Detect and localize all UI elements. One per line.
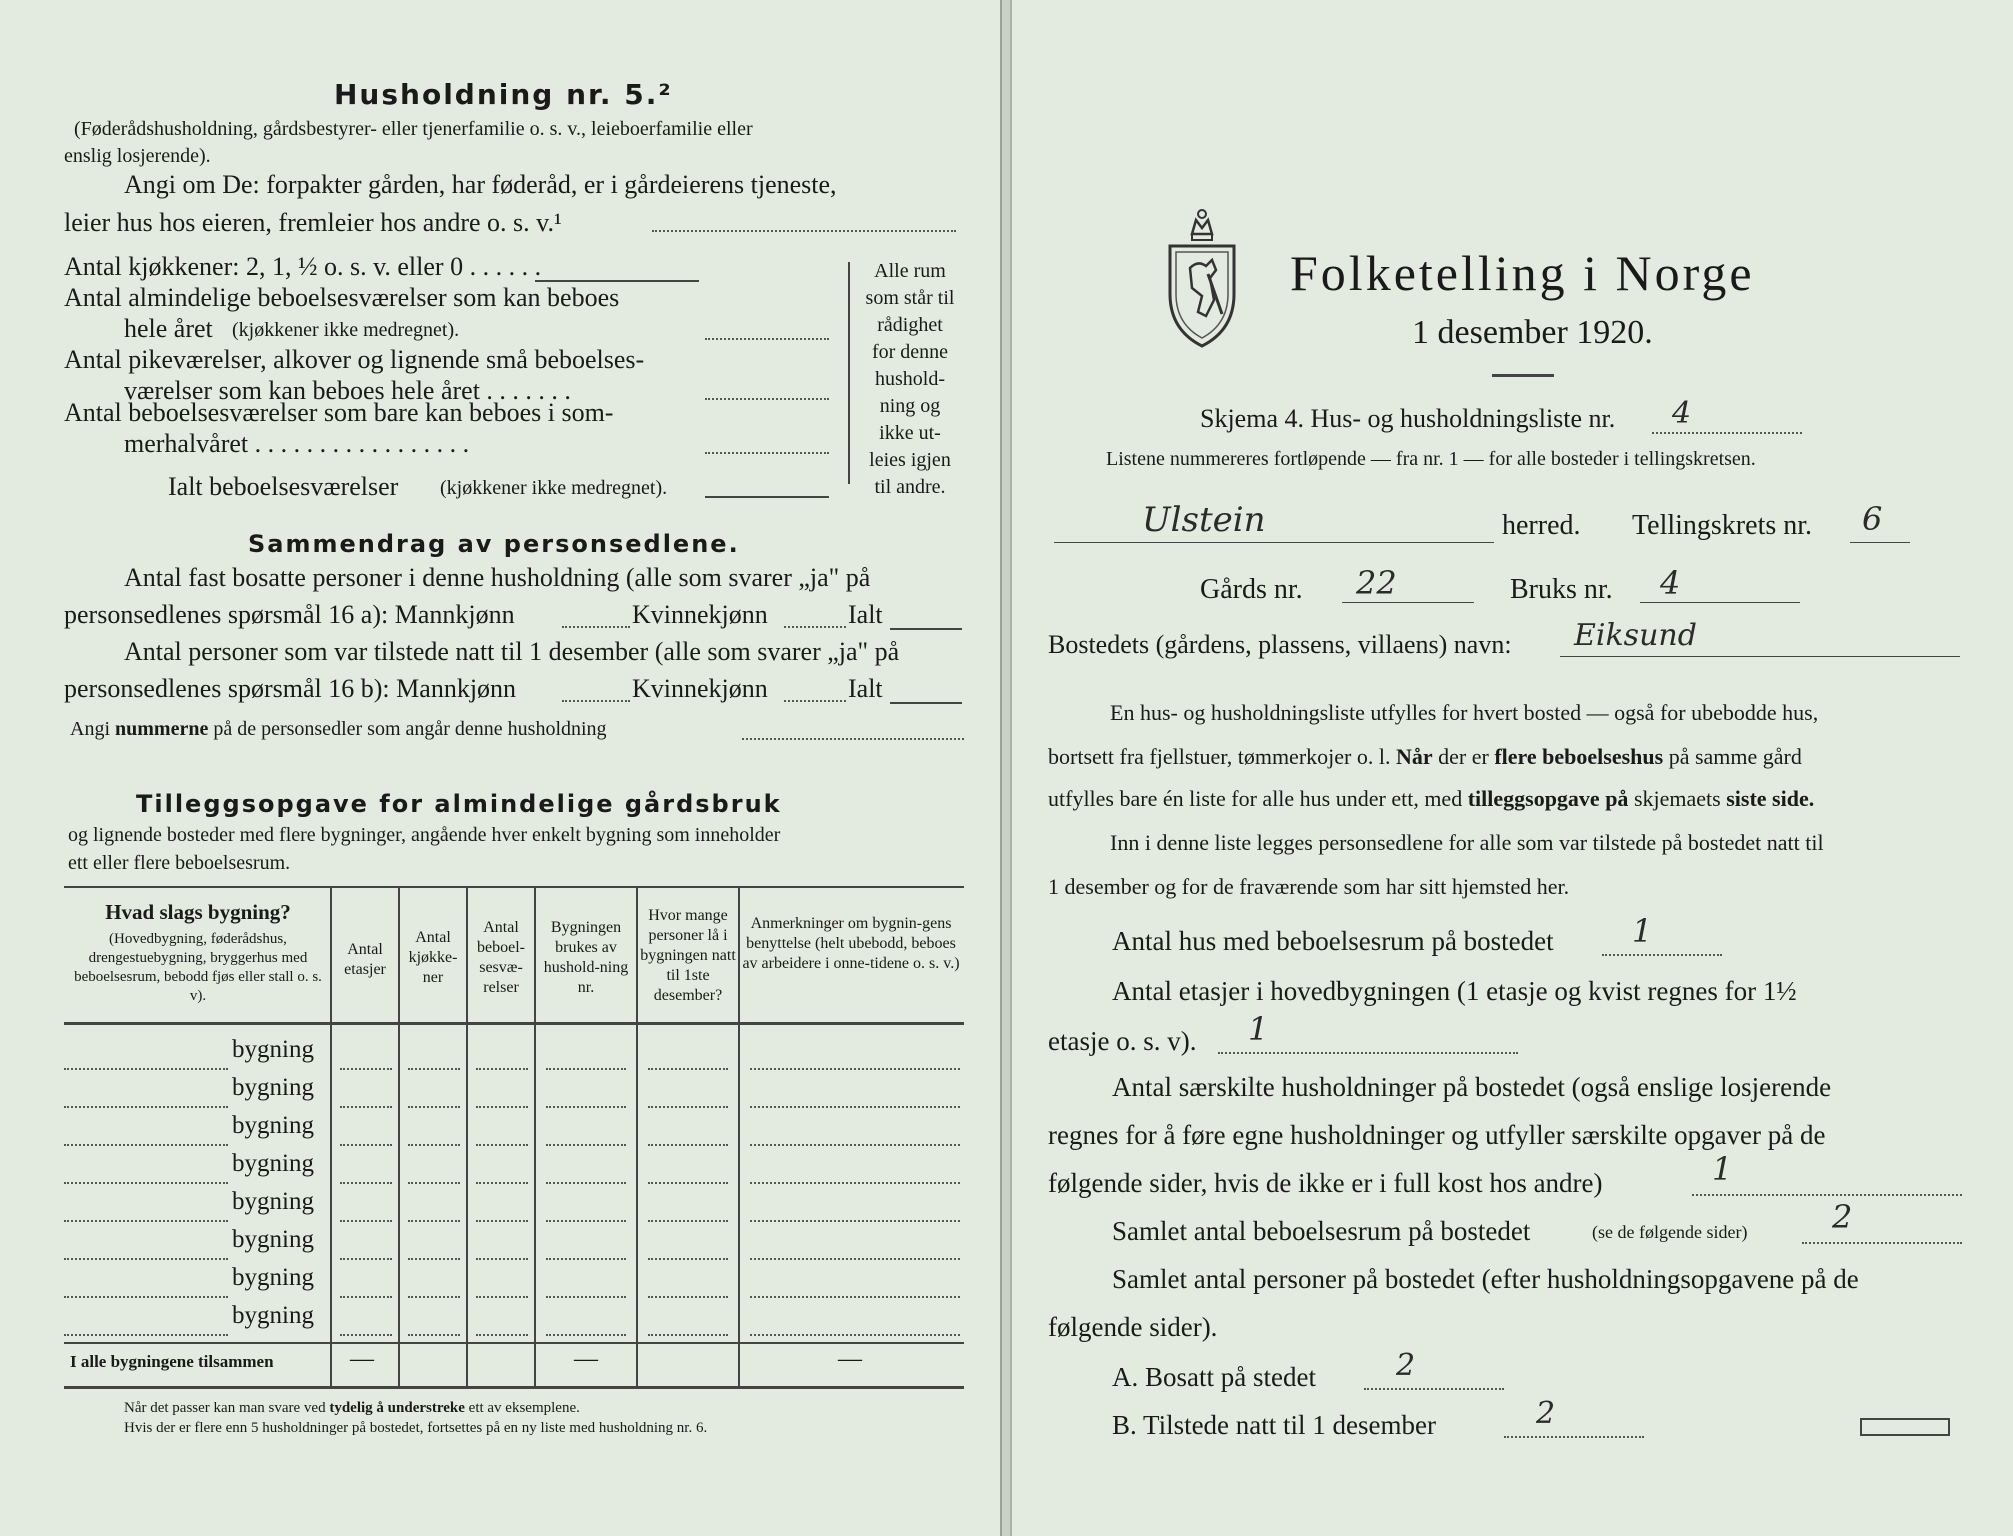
rooms-som-1: Antal beboelsesværelser som bare kan beboes i som- — [64, 398, 614, 427]
info-line-2 — [1048, 744, 1802, 770]
building-row-field[interactable] — [546, 1068, 626, 1070]
angi-line-2: leier hus hos eieren, fremleier hos andre o. s. v.¹ — [64, 208, 562, 237]
ialt-answer-line — [705, 496, 829, 498]
household-intro-2: enslig losjerende). — [64, 145, 211, 167]
col-divider — [330, 888, 332, 1386]
p2-ialt-line — [890, 702, 962, 704]
tillegg-sub-2: ett eller flere beboelsesrum. — [68, 852, 291, 874]
col-divider — [534, 888, 536, 1386]
angi-word: Angi — [70, 718, 110, 740]
bruks-line — [1640, 602, 1800, 603]
census-date: 1 desember 1920. — [1412, 314, 1653, 351]
info-line-1: En hus- og husholdningsliste utfylles for hvert bosted — også for ubebodde hus, — [1110, 700, 1819, 725]
title-rule — [1492, 374, 1554, 377]
q-pers-2: følgende sider). — [1048, 1312, 1218, 1342]
building-row-field[interactable] — [64, 1182, 228, 1184]
building-row-field[interactable] — [648, 1068, 728, 1070]
angi-rest: på de personsedler som angår denne husholdning — [213, 718, 607, 740]
table-total-rule — [64, 1342, 964, 1344]
building-row-field[interactable] — [340, 1106, 392, 1108]
bruks-value: 4 — [1660, 564, 1681, 602]
col-building-title: Hvad slags bygning? — [105, 900, 291, 924]
side-note-line: rådighet — [877, 314, 943, 336]
kjokken-answer-line — [535, 280, 699, 282]
book-spine — [1000, 0, 1012, 1536]
building-row-field[interactable] — [750, 1106, 960, 1108]
p1-kvinne-label: Kvinnekjønn — [632, 600, 768, 629]
total-label: I alle bygningene tilsammen — [70, 1352, 274, 1371]
rooms-side-note — [862, 258, 958, 501]
building-row-field[interactable] — [340, 1258, 392, 1260]
info-3a: utfylles bare én liste for alle hus under ett, med — [1048, 786, 1463, 811]
nummerne-word: nummerne — [115, 718, 209, 740]
building-row-field[interactable] — [648, 1106, 728, 1108]
q-hush-1: Antal særskilte husholdninger på bostedet (også enslige losjerende — [1112, 1072, 1832, 1102]
info-3b: tilleggsopgave på — [1467, 786, 1629, 811]
table-top-rule — [64, 886, 964, 888]
building-row-field[interactable] — [546, 1144, 626, 1146]
building-row-field[interactable] — [408, 1106, 460, 1108]
building-row-field[interactable] — [408, 1220, 460, 1222]
building-row-field[interactable] — [408, 1144, 460, 1146]
building-row-field[interactable] — [750, 1182, 960, 1184]
side-note-line: Alle rum — [874, 260, 946, 282]
bruks-label: Bruks nr. — [1510, 574, 1613, 605]
building-row-field[interactable] — [408, 1334, 460, 1336]
building-row-field[interactable] — [476, 1220, 528, 1222]
building-row-field[interactable] — [648, 1258, 728, 1260]
side-note-line: som står til — [865, 287, 955, 309]
p1-ialt-line — [890, 628, 962, 630]
building-row-field[interactable] — [340, 1220, 392, 1222]
household-intro: (Føderådshusholdning, gårdsbestyrer- eller tjenerfamilie o. s. v., leieboerfamilie eller — [74, 118, 753, 140]
q-pers-1: Samlet antal personer på bostedet (efter husholdningsopgavene på de — [1112, 1264, 1859, 1294]
side-note-line: hushold- — [875, 368, 945, 390]
q-hus-label: Antal hus med beboelsesrum på bostedet — [1112, 926, 1554, 956]
q-rum-label: Samlet antal beboelsesrum på bostedet — [1112, 1216, 1531, 1246]
side-note-line: til andre. — [874, 476, 946, 498]
sammendrag-p2-2: personsedlenes spørsmål 16 b): Mannkjønn — [64, 674, 517, 703]
building-row-label: bygning — [232, 1302, 314, 1329]
building-row-field[interactable] — [64, 1068, 228, 1070]
q-rum-note: (se de følgende sider) — [1592, 1222, 1748, 1242]
rooms-kjokken: Antal kjøkkener: 2, 1, ½ o. s. v. eller 0 . . . . . . — [64, 252, 542, 281]
building-row-field[interactable] — [546, 1106, 626, 1108]
info-line-5: 1 desember og for de fraværende som har sitt hjemsted her. — [1048, 874, 1570, 899]
building-row-field[interactable] — [476, 1296, 528, 1298]
building-row-label: bygning — [232, 1036, 314, 1063]
p2-kvinne-label: Kvinnekjønn — [632, 674, 768, 703]
footnote-2: Hvis der er flere enn 5 husholdninger på bostedet, fortsettes på en ny liste med husholdning nr. 6. — [124, 1420, 708, 1436]
building-row-field[interactable] — [546, 1220, 626, 1222]
col-anmerkninger: Anmerkninger om bygnin-gens benyttelse (helt ubebodd, beboes av arbeidere i onne-tidene o. s. v.) — [742, 915, 960, 972]
footnote-1b: tydelig å understreke — [329, 1400, 465, 1416]
building-row-field[interactable] — [64, 1220, 228, 1222]
sammendrag-p2-1: Antal personer som var tilstede natt til 1 desember (alle som svarer „ja" på — [124, 637, 900, 666]
q-b-label: B. Tilstede natt til 1 desember — [1112, 1410, 1436, 1440]
building-row-field[interactable] — [648, 1144, 728, 1146]
printer-stamp — [1860, 1418, 1950, 1436]
table-header-rule — [64, 1022, 964, 1025]
footnote-1c: ett av eksemplene. — [468, 1400, 580, 1416]
building-row-label: bygning — [232, 1150, 314, 1177]
household-title: Husholdning nr. 5.² — [334, 78, 673, 111]
building-row-field[interactable] — [340, 1182, 392, 1184]
q-a-label: A. Bosatt på stedet — [1112, 1362, 1316, 1392]
q-rum-value: 2 — [1832, 1198, 1853, 1236]
tellingskrets-label: Tellingskrets nr. — [1632, 510, 1813, 541]
building-row-field[interactable] — [546, 1258, 626, 1260]
rooms-alm-note: (kjøkkener ikke medregnet). — [232, 319, 460, 341]
building-row-field[interactable] — [64, 1258, 228, 1260]
rooms-som-2: merhalvåret . . . . . . . . . . . . . . . . . — [124, 429, 470, 458]
side-note-line: ning og — [879, 395, 941, 417]
rooms-pike-1: Antal pikeværelser, alkover og lignende små beboelses- — [64, 345, 645, 374]
building-row-field[interactable] — [476, 1182, 528, 1184]
left-page — [0, 0, 1000, 1536]
building-row-field[interactable] — [750, 1334, 960, 1336]
col-beboelsesvaerelser: Antal beboel-sesvæ-relser — [477, 919, 525, 996]
sammendrag-p1-1: Antal fast bosatte personer i denne husholdning (alle som svarer „ja" på — [124, 563, 871, 592]
skjema-label: Skjema 4. Hus- og husholdningsliste nr. — [1200, 404, 1616, 433]
main-title: Folketelling i Norge — [1290, 245, 1755, 301]
angi-nummerne — [70, 718, 607, 741]
q-a-line — [1364, 1388, 1504, 1390]
bosted-label: Bostedets (gårdens, plassens, villaens) navn: — [1048, 630, 1512, 659]
building-row-field[interactable] — [340, 1334, 392, 1336]
building-row-field[interactable] — [476, 1068, 528, 1070]
info-2a: bortsett fra fjellstuer, tømmerkojer o. l. — [1048, 744, 1391, 769]
building-row-field[interactable] — [408, 1182, 460, 1184]
tellingskrets-value: 6 — [1862, 500, 1883, 538]
rooms-pike-2: værelser som kan beboes hele året . . . . . . . — [124, 376, 571, 405]
herred-line — [1054, 542, 1494, 543]
alm-answer-line — [705, 338, 829, 340]
building-row-field[interactable] — [408, 1296, 460, 1298]
bosted-line — [1560, 656, 1960, 657]
col-divider — [636, 888, 638, 1386]
building-row-label: bygning — [232, 1074, 314, 1101]
gards-label: Gårds nr. — [1200, 574, 1303, 605]
building-row-field[interactable] — [408, 1258, 460, 1260]
herred-label: herred. — [1502, 510, 1581, 541]
q-hush-value: 1 — [1712, 1150, 1733, 1188]
side-note-line: ikke ut- — [879, 422, 941, 444]
building-row-field[interactable] — [546, 1182, 626, 1184]
p1-ialt-label: Ialt — [848, 600, 883, 629]
building-row-field[interactable] — [64, 1144, 228, 1146]
skjema-line — [1652, 432, 1802, 434]
building-row-field[interactable] — [340, 1296, 392, 1298]
building-row-field[interactable] — [750, 1144, 960, 1146]
rooms-brace — [848, 262, 850, 484]
building-row-field[interactable] — [408, 1068, 460, 1070]
sammendrag-p1-2: personsedlenes spørsmål 16 a): Mannkjønn — [64, 600, 515, 629]
side-note-line: for denne — [871, 341, 949, 363]
building-row-field[interactable] — [546, 1334, 626, 1336]
pike-answer-line — [705, 398, 829, 400]
q-etasjer-2: etasje o. s. v). — [1048, 1026, 1197, 1056]
som-answer-line — [705, 452, 829, 454]
angi-line-1: Angi om De: forpakter gården, har føderåd, er i gårdeierens tjeneste, — [124, 170, 837, 199]
col-divider — [738, 888, 740, 1386]
total-dash: — — [838, 1346, 862, 1372]
info-2e: på samme gård — [1668, 744, 1802, 769]
rooms-alm-1: Antal almindelige beboelsesværelser som kan beboes — [64, 283, 620, 312]
table-bottom-rule — [64, 1386, 964, 1389]
building-row-field[interactable] — [648, 1334, 728, 1336]
col-divider — [398, 888, 400, 1386]
q-hush-line — [1692, 1194, 1962, 1196]
tillegg-title: Tilleggsopgave for almindelige gårdsbruk — [136, 790, 782, 818]
herred-value: Ulstein — [1142, 500, 1266, 540]
q-hus-value: 1 — [1632, 912, 1653, 950]
total-dash: — — [574, 1346, 598, 1372]
building-row-field[interactable] — [648, 1296, 728, 1298]
angi-nummerne-line — [742, 738, 964, 740]
p1-mann-line — [562, 626, 630, 628]
col-building-body: (Hovedbygning, føderådshus, drengestuebygning, bryggerhus med beboelsesrum, bebodd fjøs eller stall o. s. v). — [74, 931, 322, 1004]
building-row-field[interactable] — [648, 1182, 728, 1184]
q-b-value: 2 — [1536, 1396, 1556, 1431]
building-row-field[interactable] — [648, 1220, 728, 1222]
right-page — [1012, 0, 2013, 1536]
q-hush-2: regnes for å føre egne husholdninger og utfyller særskilte opgaver på de — [1048, 1120, 1826, 1150]
q-etasjer-1: Antal etasjer i hovedbygningen (1 etasje og kvist regnes for 1½ — [1112, 976, 1797, 1006]
building-row-field[interactable] — [750, 1068, 960, 1070]
q-b-line — [1504, 1436, 1644, 1438]
building-row-field[interactable] — [476, 1144, 528, 1146]
col-personer: Hvor mange personer lå i bygningen natt til 1ste desember? — [640, 907, 736, 1004]
building-row-label: bygning — [232, 1112, 314, 1139]
col-kjokkener: Antal kjøkke-ner — [408, 929, 458, 986]
info-3c: skjemaets — [1633, 786, 1721, 811]
rooms-ialt-note: (kjøkkener ikke medregnet). — [440, 477, 668, 499]
col-etasjer: Antal etasjer — [344, 941, 386, 978]
info-2d: flere beboelseshus — [1494, 744, 1664, 769]
info-line-4: Inn i denne liste legges personsedlene for alle som var tilstede på bostedet natt til — [1110, 830, 1824, 855]
gards-line — [1342, 602, 1474, 603]
sammendrag-title: Sammendrag av personsedlene. — [248, 530, 740, 558]
info-3d: siste side. — [1726, 786, 1815, 811]
building-row-label: bygning — [232, 1226, 314, 1253]
listene-note: Listene nummereres fortløpende — fra nr. 1 — for alle bosteder i tellingskretsen. — [1106, 448, 1756, 470]
q-hus-line — [1602, 954, 1722, 956]
q-a-value: 2 — [1396, 1348, 1416, 1383]
tillegg-sub-1: og lignende bosteder med flere bygninger, angående hver enkelt bygning som inneholder — [68, 824, 781, 846]
q-etasjer-line — [1218, 1052, 1518, 1054]
q-hush-3: følgende sider, hvis de ikke er i full kost hos andre) — [1048, 1168, 1603, 1198]
building-row-field[interactable] — [64, 1296, 228, 1298]
building-row-field[interactable] — [476, 1258, 528, 1260]
info-2b: Når — [1395, 744, 1433, 769]
building-row-field[interactable] — [750, 1220, 960, 1222]
footnote-1a: Når det passer kan man svare ved — [124, 1400, 326, 1416]
total-dash: — — [350, 1346, 374, 1372]
info-line-3 — [1048, 786, 1814, 812]
p2-mann-line — [562, 700, 630, 702]
side-note-line: leies igjen — [869, 449, 951, 471]
col-husholdning: Bygningen brukes av hushold-ning nr. — [543, 919, 629, 996]
rooms-alm-2: hele året — [124, 314, 213, 343]
tellingskrets-line — [1850, 542, 1910, 543]
info-2c: der er — [1438, 744, 1489, 769]
building-row-field[interactable] — [750, 1258, 960, 1260]
skjema-value: 4 — [1672, 396, 1692, 431]
coat-of-arms-icon — [1162, 204, 1242, 352]
building-row-field[interactable] — [476, 1106, 528, 1108]
p2-kvinne-line — [784, 700, 846, 702]
building-row-field[interactable] — [340, 1068, 392, 1070]
building-row-field[interactable] — [750, 1296, 960, 1298]
footnote-1 — [124, 1400, 580, 1417]
building-row-label: bygning — [232, 1264, 314, 1291]
q-rum-line — [1802, 1242, 1962, 1244]
building-row-field[interactable] — [546, 1296, 626, 1298]
p1-kvinne-line — [784, 626, 846, 628]
building-row-field[interactable] — [476, 1334, 528, 1336]
building-row-field[interactable] — [64, 1106, 228, 1108]
q-etasjer-value: 1 — [1248, 1010, 1269, 1048]
rooms-ialt: Ialt beboelsesværelser — [168, 472, 399, 501]
bosted-value: Eiksund — [1574, 618, 1697, 653]
gards-value: 22 — [1356, 564, 1397, 602]
building-row-label: bygning — [232, 1188, 314, 1215]
col-divider — [466, 888, 468, 1386]
p2-ialt-label: Ialt — [848, 674, 883, 703]
angi-answer-line — [652, 230, 956, 232]
building-row-field[interactable] — [340, 1144, 392, 1146]
building-row-field[interactable] — [64, 1334, 228, 1336]
